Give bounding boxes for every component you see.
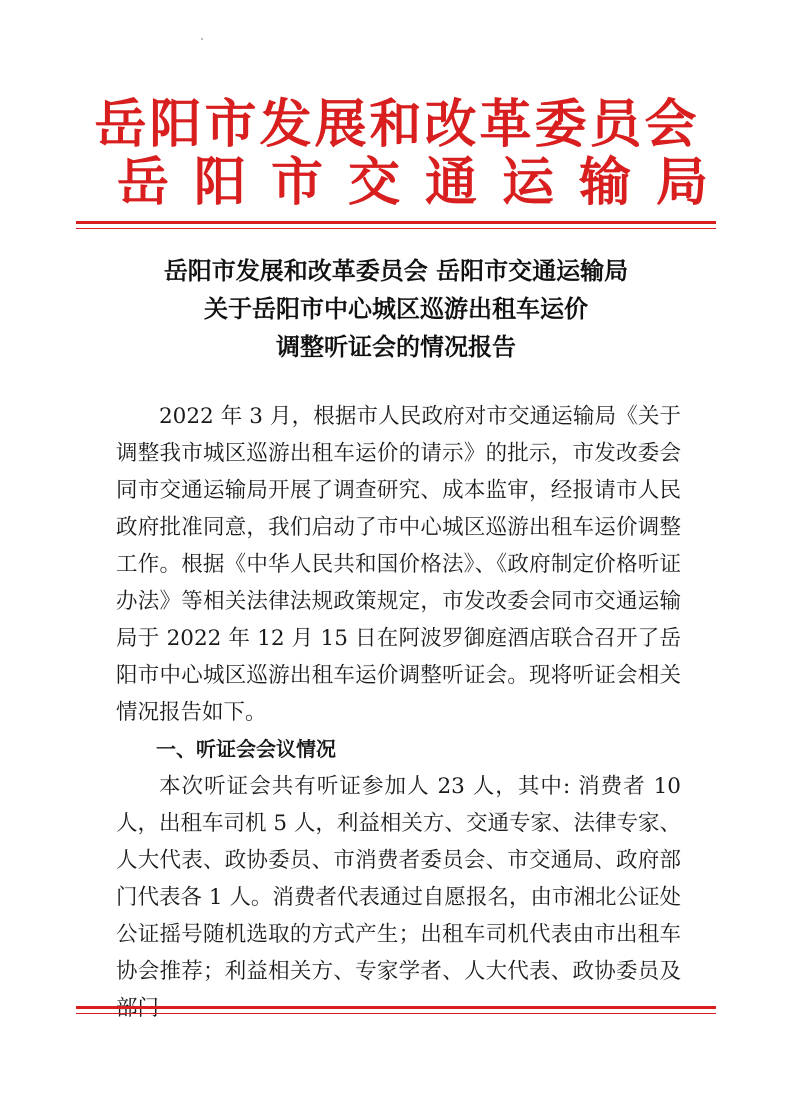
paragraph-participants: 本次听证会共有听证参加人 23 人，其中: 消费者 10 人，出租车司机 5 人，利益相关方、交通专家、法律专家、人大代表、政协委员、市消费者委员会、市交通局、政府部门代表各 1 人。消费者代表通过自愿报名，由市湘北公证处公证摇号随机选取的方式产生；出租车司机代表由市出租车协会推荐；利益相关方、专家学者、人大代表、政协委员及 <box>116 774 681 984</box>
header-divider-thick <box>76 221 716 224</box>
document-title <box>60 252 732 366</box>
scan-speck <box>201 38 203 40</box>
header-divider-thin <box>76 228 716 229</box>
footer-divider-thin <box>76 1013 716 1014</box>
title-line-3: 调整听证会的情况报告 <box>276 333 516 361</box>
paragraph-intro: 2022 年 3 月，根据市人民政府对市交通运输局《关于调整我市城区巡游出租车运价的请示》的批示，市发改委会同市交通运输局开展了调查研究、成本监审，经报请市人民政府批准同意，我们启动了市中心城区巡游出租车运价调整工作。根据《中华人民共和国价格法》、《政府制定价格听证办法》等相关法律法规政策规定，市发改委会同市交通运输局于 2022 年 12 月 15 日在阿波罗御庭酒店联合召开了岳阳市中心城区巡游出租车运价调整听证会。现将听证会相关情况报告如下。 <box>116 404 681 725</box>
title-line-1: 岳阳市发展和改革委员会 岳阳市交通运输局 <box>163 257 629 285</box>
document-body <box>116 398 681 1027</box>
masthead-line-2: 岳阳市交通运输局 <box>117 152 734 213</box>
masthead-line-1: 岳阳市发展和改革委员会 <box>94 94 700 155</box>
footer-divider-thick <box>76 1006 716 1009</box>
title-line-2: 关于岳阳市中心城区巡游出租车运价 <box>204 295 588 323</box>
section-heading-1: 一、听证会会议情况 <box>156 737 336 761</box>
